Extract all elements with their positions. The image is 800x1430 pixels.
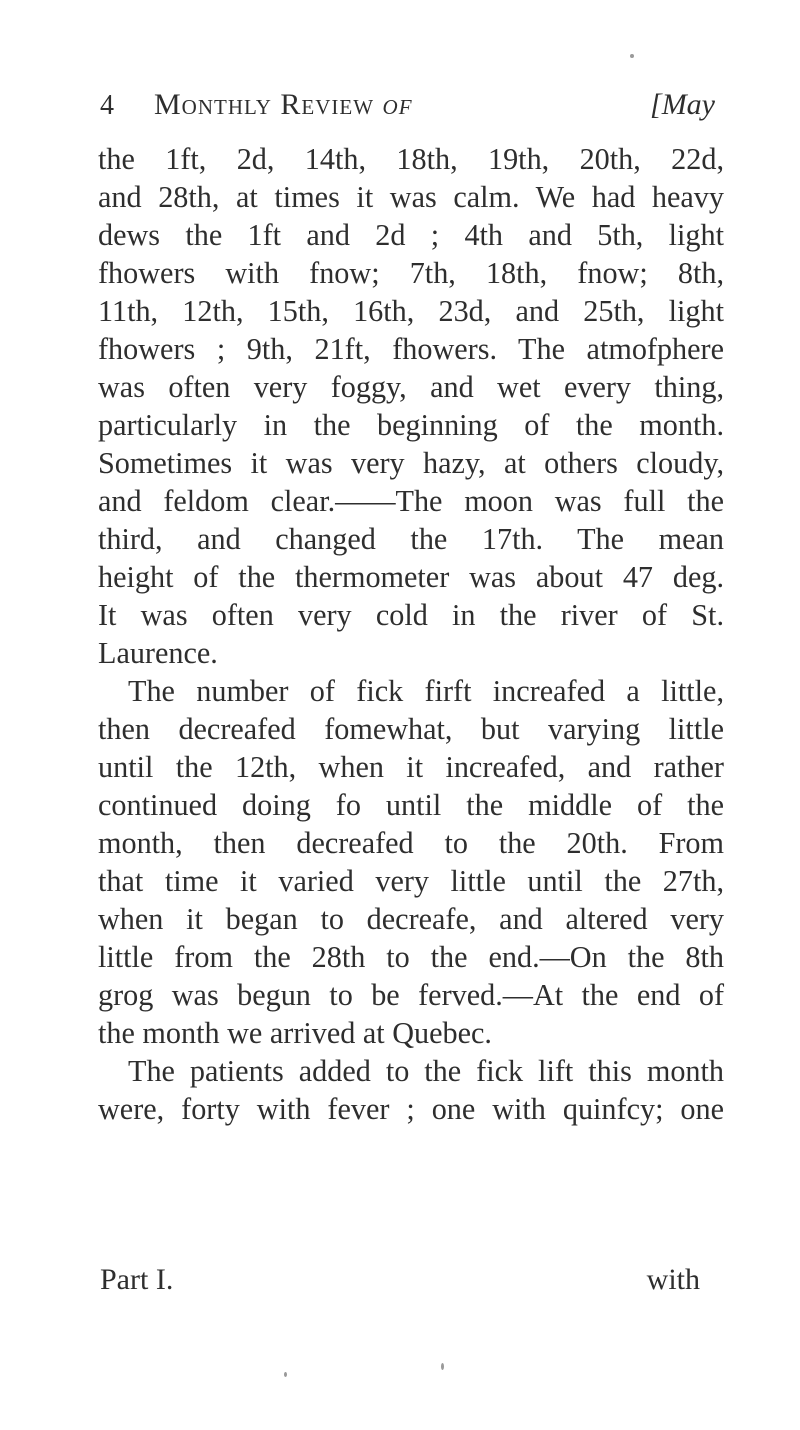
text-line: the month we arrived at Quebec. [98, 1016, 492, 1050]
text-line: the 1ft, 2d, 14th, 18th, 19th, 20th, 22d, [98, 142, 724, 176]
text-line: and feldom clear.——The moon was full the [98, 484, 724, 518]
text-line: fhowers ; 9th, 21ft, fhowers. The atmofphere [98, 332, 724, 366]
text-line: Sometimes it was very hazy, at others cloudy, [98, 446, 724, 480]
text-line: that time it varied very little until the 27th, [98, 864, 724, 898]
text-line: grog was begun to be ferved.—At the end of [98, 978, 724, 1012]
running-title-text: Monthly Review [154, 88, 375, 121]
body-text [98, 140, 724, 1128]
text-line: fhowers with fnow; 7th, 18th, fnow; 8th, [98, 256, 724, 290]
signature-mark: Part I. [100, 1263, 174, 1296]
running-head [100, 88, 715, 128]
text-line: particularly in the beginning of the month. [98, 408, 724, 442]
text-line: and 28th, at times it was calm. We had heavy [98, 180, 724, 214]
text-line: when it began to decreafe, and altered very [98, 902, 724, 936]
text-line: until the 12th, when it increafed, and rather [98, 750, 724, 784]
text-line: The number of fick firft increafed a little, [128, 674, 724, 708]
text-line: dews the 1ft and 2d ; 4th and 5th, light [98, 218, 724, 252]
paper-speck [441, 1363, 444, 1370]
paper-speck [284, 1372, 287, 1377]
text-line: continued doing fo until the middle of the [98, 788, 724, 822]
text-line: It was often very cold in the river of St. [98, 598, 724, 632]
text-line: Laurence. [98, 636, 218, 670]
running-title [154, 88, 413, 122]
text-line: third, and changed the 17th. The mean [98, 522, 724, 556]
running-date-text: [May [650, 88, 715, 121]
text-line: 11th, 12th, 15th, 16th, 23d, and 25th, light [98, 294, 724, 328]
text-line: little from the 28th to the end.—On the 8th [98, 940, 724, 974]
catchword: with [646, 1263, 700, 1296]
paper-speck [630, 54, 634, 58]
running-date [650, 88, 715, 122]
page-number: 4 [100, 90, 114, 121]
text-line: was often very foggy, and wet every thing, [98, 370, 724, 404]
text-line: were, forty with fever ; one with quinfcy; one [98, 1092, 724, 1126]
running-title-of: of [382, 88, 413, 121]
text-line: then decreafed fomewhat, but varying little [98, 712, 724, 746]
text-line: The patients added to the fick lift this month [128, 1054, 724, 1088]
text-line: height of the thermometer was about 47 deg. [98, 560, 724, 594]
text-line: month, then decreafed to the 20th. From [98, 826, 724, 860]
